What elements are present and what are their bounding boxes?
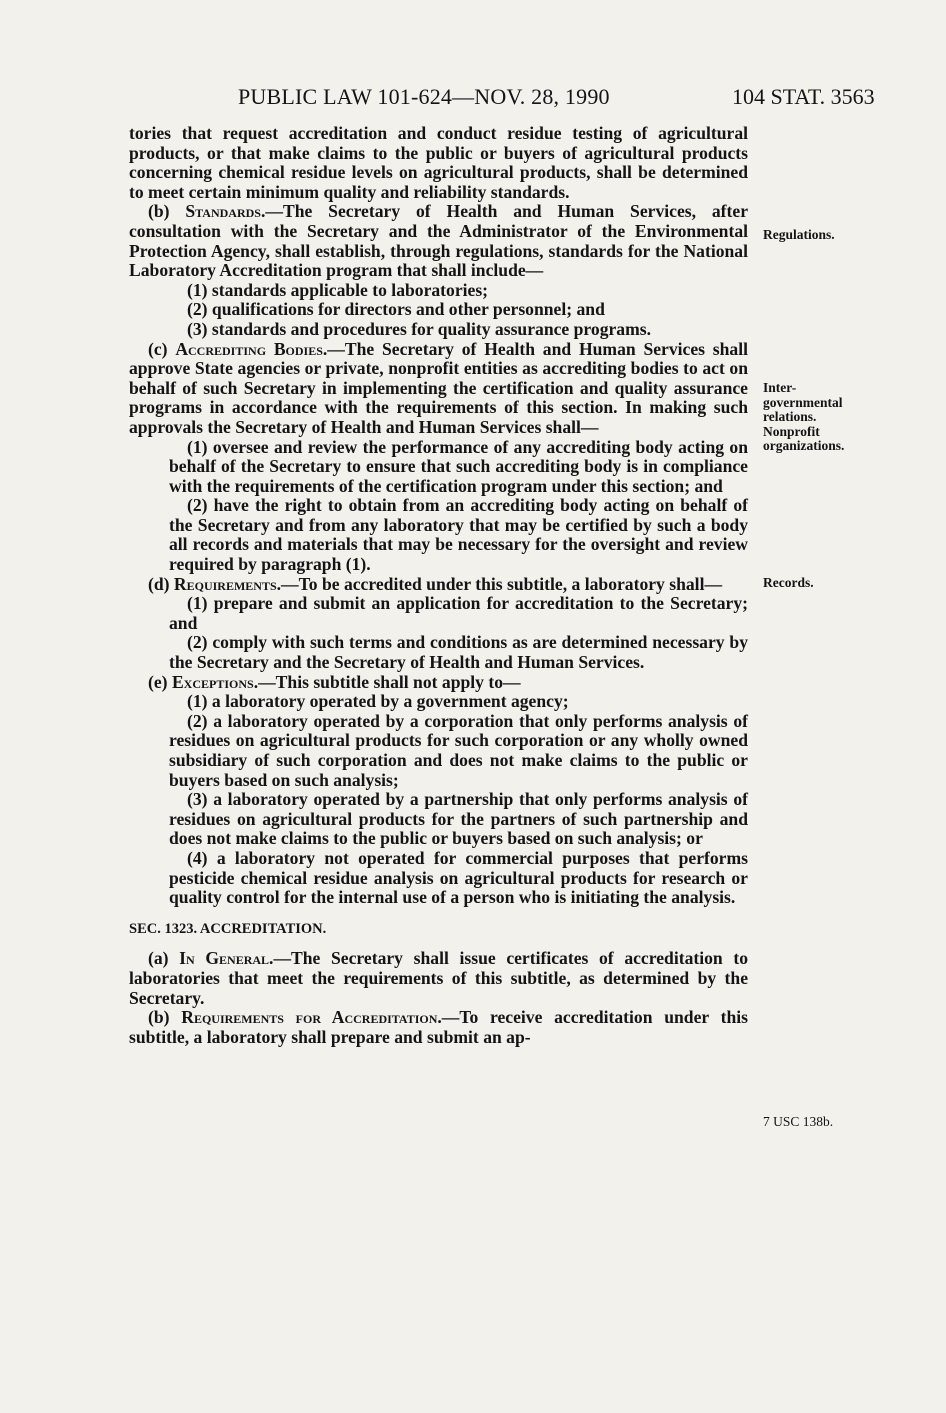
statute-page-number: 104 STAT. 3563 [732,84,875,109]
paragraph-e2: (2) a laboratory operated by a corporation that only performs analysis of residues on agricultural products for such corporation or any wholly owned subsidiary of such corporation and does not make claims to the public or buyers based on such analysis; [169,710,748,790]
margin-note-records: Records. [763,575,814,590]
paragraph-c1: (1) oversee and review the performance of any accrediting body acting on behalf of the Secretary to ensure that such accrediting body is in compliance with the requirements of the certification program under this section; and [169,436,748,496]
paragraph-e1: (1) a laboratory operated by a government agency; [187,691,569,712]
page-header [0,84,946,114]
subsection-e-exceptions: (e) Exceptions.—This subtitle shall not apply to— [148,671,521,692]
paragraph-d1: (1) prepare and submit an application for accreditation to the Secretary; and [169,593,748,633]
paragraph-b1: (1) standards applicable to laboratories; [187,279,489,300]
subsection-heading: Requirements for Accreditation [181,1007,438,1028]
subsection-b-standards: (b) Standards.—The Secretary of Health and Human Services, after consultation with the Secretary and the Administrator of the Environmental Protection Agency, shall establish, through regulations, standards for the National Laboratory Accreditation program that shall include— [129,201,749,281]
subsection-heading: In General [179,948,270,969]
margin-note-usc: 7 USC 138b. [763,1114,834,1129]
margin-note-intergovernmental: Inter- governmental relations. Nonprofit organizations. [763,380,845,453]
paragraph-c2: (2) have the right to obtain from an accrediting body acting on behalf of the Secretary and from any laboratory that may be certified by such a body all records and materials that may be necessary for the oversight and review required by paragraph (1). [169,495,748,575]
paragraph-continuation: tories that request accreditation and conduct residue testing of agricultural products, or that make claims to the public or buyers of agricultural products concerning chemical residue levels on agricultural products, shall be determined to meet certain minimum quality and reliability standards. [129,123,748,202]
subsection-b-requirements-for-accreditation: (b) Requirements for Accreditation.—To receive accreditation under this subtitle, a laboratory shall prepare and submit an ap- [129,1007,748,1047]
running-head-title: PUBLIC LAW 101-624—NOV. 28, 1990 [238,84,610,109]
subsection-heading: Requirements [173,573,277,594]
subsection-heading: Accrediting Bodies [175,338,323,359]
paragraph-b2: (2) qualifications for directors and other personnel; and [187,299,605,320]
paragraph-d2: (2) comply with such terms and conditions as are determined necessary by the Secretary and the Secretary of Health and Human Services. [169,632,748,673]
subsection-d-requirements: (d) Requirements.—To be accredited under this subtitle, a laboratory shall— [148,573,723,594]
paragraph-e4: (4) a laboratory not operated for commercial purposes that performs pesticide chemical residue analysis on agricultural products for research or quality control for the internal use of a person who is initiating the analysis. [169,847,748,908]
subsection-a-in-general: (a) In General.—The Secretary shall issue certificates of accreditation to laboratories that meet the requirements of this subtitle, as determined by the Secretary. [129,948,748,1008]
paragraph-e3: (3) a laboratory operated by a partnership that only performs analysis of residues on agricultural products for the partners of such partnership and does not make claims to the public or buyers based on such analysis; or [169,789,748,849]
paragraph-b3: (3) standards and procedures for quality assurance programs. [187,318,651,339]
subsection-heading: Standards [185,201,261,222]
body-text [129,124,748,1047]
margin-note-regulations: Regulations. [763,227,835,242]
subsection-heading: Exceptions [171,671,254,692]
section-heading: SEC. 1323. ACCREDITATION. [129,920,327,937]
subsection-c-accrediting-bodies: (c) Accrediting Bodies.—The Secretary of Health and Human Services shall approve State agencies or private, nonprofit entities as accrediting bodies to act on behalf of such Secretary in implementing the certification and quality assurance programs in accordance with the requirements of this section. In making such approvals the Secretary of Health and Human Services shall— [129,338,748,437]
